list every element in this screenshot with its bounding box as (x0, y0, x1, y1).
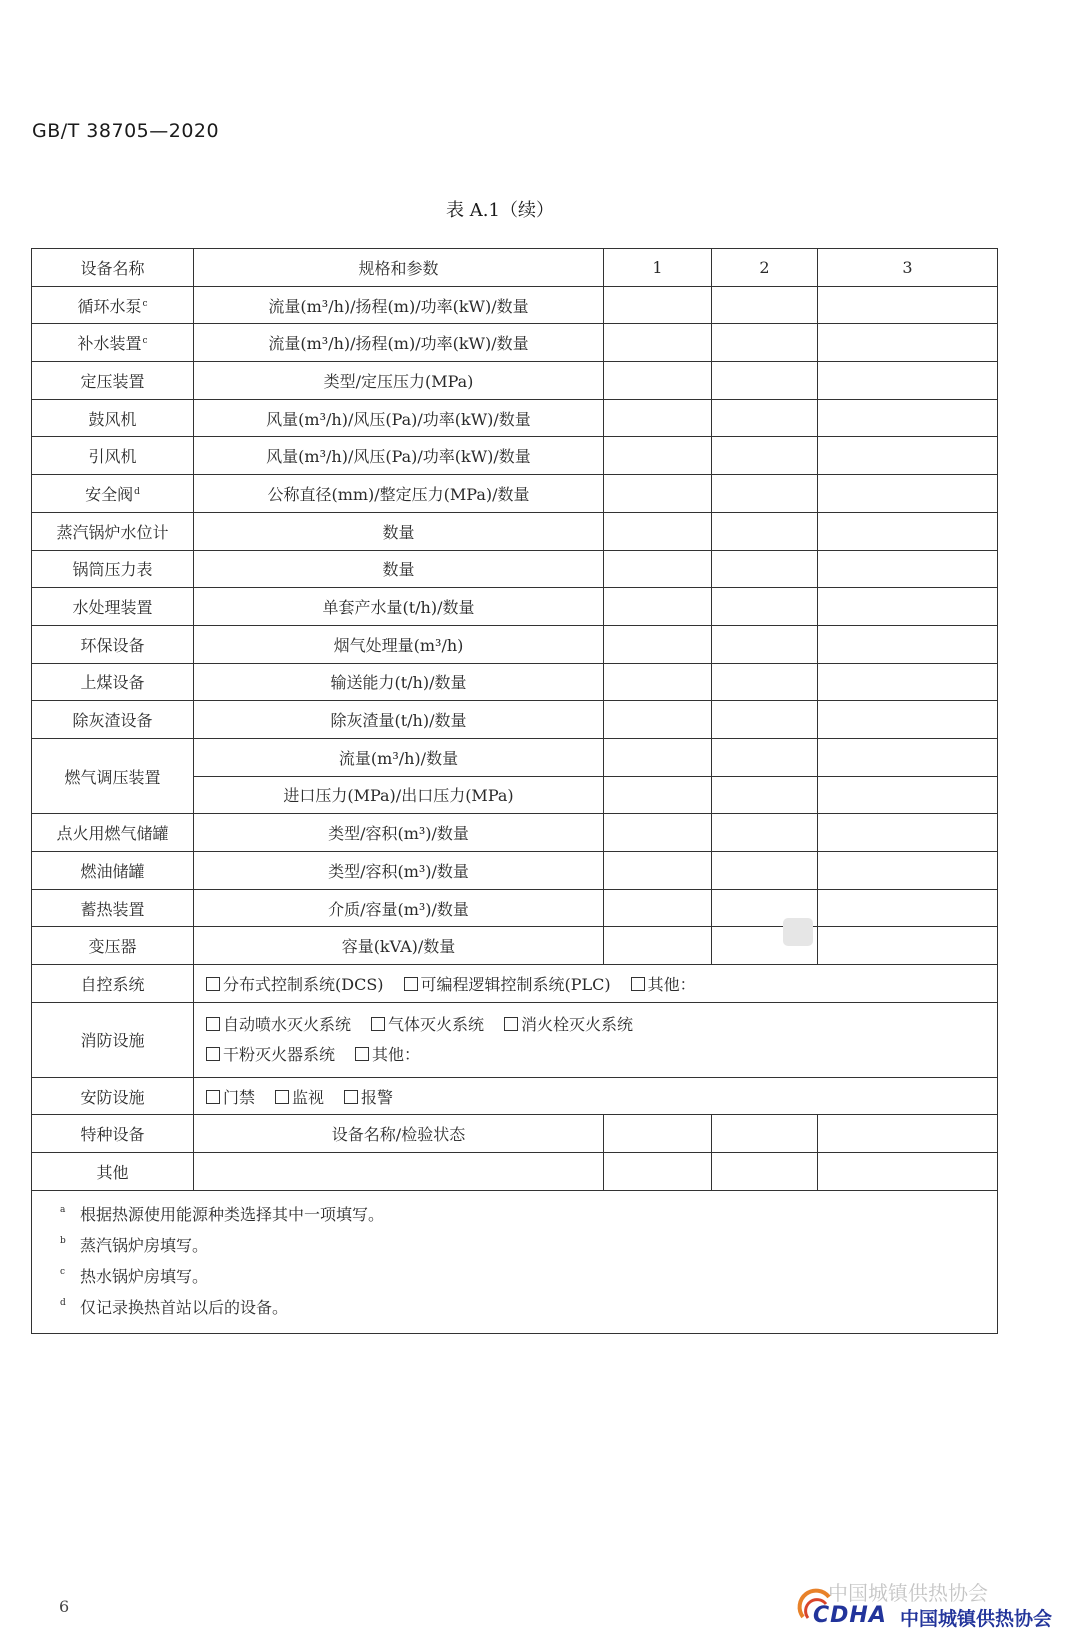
value-cell-3[interactable] (818, 437, 998, 475)
equipment-name: 蓄热装置 (80, 899, 145, 919)
equipment-name-cell (32, 588, 194, 626)
spec-cell: 单套产水量(t/h)/数量 (194, 588, 604, 626)
value-cell-3[interactable] (818, 286, 998, 324)
equipment-name: 上煤设备 (80, 673, 145, 693)
checkbox-icon[interactable] (344, 1090, 358, 1104)
equipment-name-cell (32, 625, 194, 663)
value-cell-3[interactable] (818, 852, 998, 890)
checkbox-icon[interactable] (206, 1090, 220, 1104)
spec-cell: 类型/容积(m³)/数量 (194, 814, 604, 852)
equipment-name-cell (32, 512, 194, 550)
option-item: 其他： (631, 975, 696, 994)
checkbox-icon[interactable] (631, 977, 645, 991)
checkbox-icon[interactable] (206, 977, 220, 991)
table-header-row (32, 249, 998, 287)
value-cell-1[interactable] (604, 776, 712, 814)
spec-cell: 流量(m³/h)/数量 (194, 738, 604, 776)
option-item: 可编程逻辑控制系统(PLC) (404, 975, 611, 994)
equipment-name: 安全阀 (85, 484, 134, 504)
spec-cell: 介质/容量(m³)/数量 (194, 889, 604, 927)
value-cell-2[interactable] (712, 625, 818, 663)
equipment-name: 鼓风机 (88, 409, 137, 429)
checkbox-icon[interactable] (504, 1017, 518, 1031)
value-cell-3[interactable] (818, 475, 998, 513)
value-cell-1[interactable] (604, 1153, 712, 1191)
equipment-name-cell (32, 1077, 194, 1115)
equipment-name: 自控系统 (80, 974, 145, 994)
value-cell-2[interactable] (712, 286, 818, 324)
equipment-name: 锅筒压力表 (72, 560, 153, 580)
checkbox-icon[interactable] (404, 977, 418, 991)
footnote-text: 热水锅炉房填写。 (80, 1266, 209, 1286)
column-header: 2 (712, 249, 818, 287)
spec-cell: 烟气处理量(m³/h) (194, 625, 604, 663)
footnote-text: 仅记录换热首站以后的设备。 (80, 1297, 289, 1317)
value-cell-2[interactable] (712, 738, 818, 776)
value-cell-1[interactable] (604, 512, 712, 550)
value-cell-2[interactable] (712, 399, 818, 437)
equipment-name: 特种设备 (80, 1125, 145, 1145)
value-cell-1[interactable] (604, 1115, 712, 1153)
gray-stamp-mark (783, 918, 813, 946)
table-row (32, 738, 998, 776)
fire-options (194, 1002, 998, 1077)
spec-cell: 输送能力(t/h)/数量 (194, 663, 604, 701)
spec-cell: 流量(m³/h)/扬程(m)/功率(kW)/数量 (194, 286, 604, 324)
footnote-mark: b (60, 1235, 66, 1246)
option-item: 自动喷水灭火系统 (206, 1015, 351, 1034)
footnote-ref: c (142, 336, 148, 347)
value-cell-2[interactable] (712, 701, 818, 739)
table-row (32, 362, 998, 400)
value-cell-2[interactable] (712, 1153, 818, 1191)
table-title: 表 A.1（续） (446, 200, 554, 221)
spec-cell: 流量(m³/h)/扬程(m)/功率(kW)/数量 (194, 324, 604, 362)
equipment-name-cell (32, 475, 194, 513)
equipment-name: 燃油储罐 (80, 861, 145, 881)
equipment-name-cell (32, 663, 194, 701)
equipment-name-cell (32, 852, 194, 890)
footnote-text: 蒸汽锅炉房填写。 (80, 1235, 209, 1255)
value-cell-2[interactable] (712, 475, 818, 513)
cdha-logo-text: CDHA (813, 1603, 887, 1628)
equipment-name-cell (32, 550, 194, 588)
equipment-name-cell (32, 324, 194, 362)
security-options (194, 1077, 998, 1115)
value-cell-3[interactable] (818, 814, 998, 852)
equipment-name: 环保设备 (80, 635, 145, 655)
value-cell-2[interactable] (712, 852, 818, 890)
equipment-name-cell (32, 701, 194, 739)
value-cell-1[interactable] (604, 588, 712, 626)
table-row (32, 625, 998, 663)
value-cell-3[interactable] (818, 1153, 998, 1191)
spec-cell: 类型/容积(m³)/数量 (194, 852, 604, 890)
value-cell-2[interactable] (712, 1115, 818, 1153)
equipment-name-cell (32, 362, 194, 400)
table-row (32, 965, 998, 1003)
watermark-faint-text: 中国城镇供热协会 (828, 1581, 988, 1605)
footnote-ref: c (142, 298, 148, 309)
value-cell-1[interactable] (604, 889, 712, 927)
footnote-mark: d (60, 1297, 66, 1308)
value-cell-1[interactable] (604, 475, 712, 513)
option-item: 消火栓灭火系统 (504, 1015, 633, 1034)
table-row (32, 1077, 998, 1115)
cdha-org-name: 中国城镇供热协会 (900, 1608, 1053, 1630)
table-row (32, 814, 998, 852)
table-row (32, 1153, 998, 1191)
equipment-name: 补水装置 (77, 334, 142, 354)
spec-cell: 设备名称/检验状态 (194, 1115, 604, 1153)
equipment-name-cell (32, 1115, 194, 1153)
table-row (32, 550, 998, 588)
table-row (32, 324, 998, 362)
equipment-name: 其他 (96, 1162, 129, 1182)
equipment-name: 水处理装置 (72, 598, 153, 618)
page-number: 6 (59, 1597, 70, 1616)
value-cell-2[interactable] (712, 362, 818, 400)
table-row (32, 852, 998, 890)
checkbox-icon[interactable] (206, 1047, 220, 1061)
value-cell-1[interactable] (604, 286, 712, 324)
footnote-mark: a (60, 1204, 66, 1215)
equipment-name: 引风机 (88, 447, 137, 467)
value-cell-3[interactable] (818, 776, 998, 814)
table-row (32, 889, 998, 927)
value-cell-2[interactable] (712, 588, 818, 626)
equipment-name-cell (32, 399, 194, 437)
value-cell-3[interactable] (818, 324, 998, 362)
table-row (32, 286, 998, 324)
value-cell-1[interactable] (604, 324, 712, 362)
standard-code: GB/T 38705—2020 (32, 120, 220, 142)
value-cell-3[interactable] (818, 701, 998, 739)
footnote-ref: d (134, 486, 140, 497)
equipment-name: 燃气调压装置 (64, 767, 161, 787)
value-cell-1[interactable] (604, 852, 712, 890)
spec-cell: 容量(kVA)/数量 (194, 927, 604, 965)
spec-cell[interactable] (194, 1153, 604, 1191)
value-cell-3[interactable] (818, 625, 998, 663)
footnote (60, 1199, 985, 1230)
checkbox-icon[interactable] (355, 1047, 369, 1061)
value-cell-3[interactable] (818, 588, 998, 626)
value-cell-3[interactable] (818, 512, 998, 550)
equipment-name-cell (32, 286, 194, 324)
equipment-name: 变压器 (88, 937, 137, 957)
equipment-name-cell (32, 738, 194, 813)
equipment-name-cell (32, 1002, 194, 1077)
table-row (32, 701, 998, 739)
value-cell-3[interactable] (818, 927, 998, 965)
equipment-name-cell (32, 437, 194, 475)
auto-control-options (194, 965, 998, 1003)
column-header: 规格和参数 (194, 249, 604, 287)
column-header: 1 (604, 249, 712, 287)
equipment-name: 除灰渣设备 (72, 711, 153, 731)
value-cell-1[interactable] (604, 362, 712, 400)
spec-cell: 数量 (194, 512, 604, 550)
value-cell-2[interactable] (712, 814, 818, 852)
column-header: 设备名称 (32, 249, 194, 287)
value-cell-2[interactable] (712, 512, 818, 550)
footnotes-cell (32, 1190, 998, 1333)
table-row (32, 399, 998, 437)
value-cell-1[interactable] (604, 437, 712, 475)
table-row (32, 588, 998, 626)
table-row (32, 1002, 998, 1077)
option-item: 分布式控制系统(DCS) (206, 975, 384, 994)
equipment-name: 点火用燃气储罐 (56, 824, 169, 844)
value-cell-1[interactable] (604, 738, 712, 776)
equipment-name-cell (32, 965, 194, 1003)
table-row (32, 512, 998, 550)
value-cell-3[interactable] (818, 738, 998, 776)
value-cell-1[interactable] (604, 701, 712, 739)
column-header: 3 (818, 249, 998, 287)
value-cell-1[interactable] (604, 550, 712, 588)
value-cell-2[interactable] (712, 437, 818, 475)
footnotes-row (32, 1190, 998, 1333)
equipment-name-cell (32, 1153, 194, 1191)
equipment-table (31, 248, 998, 1334)
value-cell-1[interactable] (604, 399, 712, 437)
spec-cell: 公称直径(mm)/整定压力(MPa)/数量 (194, 475, 604, 513)
checkbox-icon[interactable] (275, 1090, 289, 1104)
spec-cell: 数量 (194, 550, 604, 588)
value-cell-2[interactable] (712, 776, 818, 814)
table-row (32, 663, 998, 701)
option-item: 监视 (275, 1088, 324, 1107)
equipment-name: 安防设施 (80, 1087, 145, 1107)
table-row (32, 437, 998, 475)
spec-cell: 进口压力(MPa)/出口压力(MPa) (194, 776, 604, 814)
footnote (60, 1230, 985, 1261)
option-item: 其他： (355, 1045, 420, 1064)
option-item: 门禁 (206, 1088, 255, 1107)
equipment-name-cell (32, 889, 194, 927)
equipment-name: 消防设施 (80, 1031, 145, 1051)
value-cell-3[interactable] (818, 889, 998, 927)
option-item: 报警 (344, 1088, 393, 1107)
checkbox-icon[interactable] (371, 1017, 385, 1031)
value-cell-1[interactable] (604, 625, 712, 663)
table-row (32, 475, 998, 513)
footnote (60, 1261, 985, 1292)
value-cell-1[interactable] (604, 814, 712, 852)
footnote (60, 1292, 985, 1323)
cdha-watermark (795, 1575, 1065, 1633)
option-item: 气体灭火系统 (371, 1015, 484, 1034)
value-cell-3[interactable] (818, 663, 998, 701)
footnote-text: 根据热源使用能源种类选择其中一项填写。 (80, 1204, 385, 1224)
table-row (32, 1115, 998, 1153)
value-cell-3[interactable] (818, 362, 998, 400)
spec-cell: 除灰渣量(t/h)/数量 (194, 701, 604, 739)
value-cell-2[interactable] (712, 324, 818, 362)
option-item: 干粉灭火器系统 (206, 1045, 335, 1064)
value-cell-3[interactable] (818, 1115, 998, 1153)
equipment-name: 定压装置 (80, 371, 145, 391)
checkbox-icon[interactable] (206, 1017, 220, 1031)
spec-cell: 风量(m³/h)/风压(Pa)/功率(kW)/数量 (194, 437, 604, 475)
equipment-name: 循环水泵 (77, 296, 142, 316)
value-cell-1[interactable] (604, 663, 712, 701)
value-cell-2[interactable] (712, 550, 818, 588)
value-cell-2[interactable] (712, 663, 818, 701)
equipment-name: 蒸汽锅炉水位计 (56, 522, 169, 542)
spec-cell: 风量(m³/h)/风压(Pa)/功率(kW)/数量 (194, 399, 604, 437)
table-row (32, 927, 998, 965)
spec-cell: 类型/定压压力(MPa) (194, 362, 604, 400)
equipment-name-cell (32, 927, 194, 965)
value-cell-1[interactable] (604, 927, 712, 965)
footnote-mark: c (60, 1266, 66, 1277)
equipment-name-cell (32, 814, 194, 852)
value-cell-3[interactable] (818, 550, 998, 588)
value-cell-3[interactable] (818, 399, 998, 437)
